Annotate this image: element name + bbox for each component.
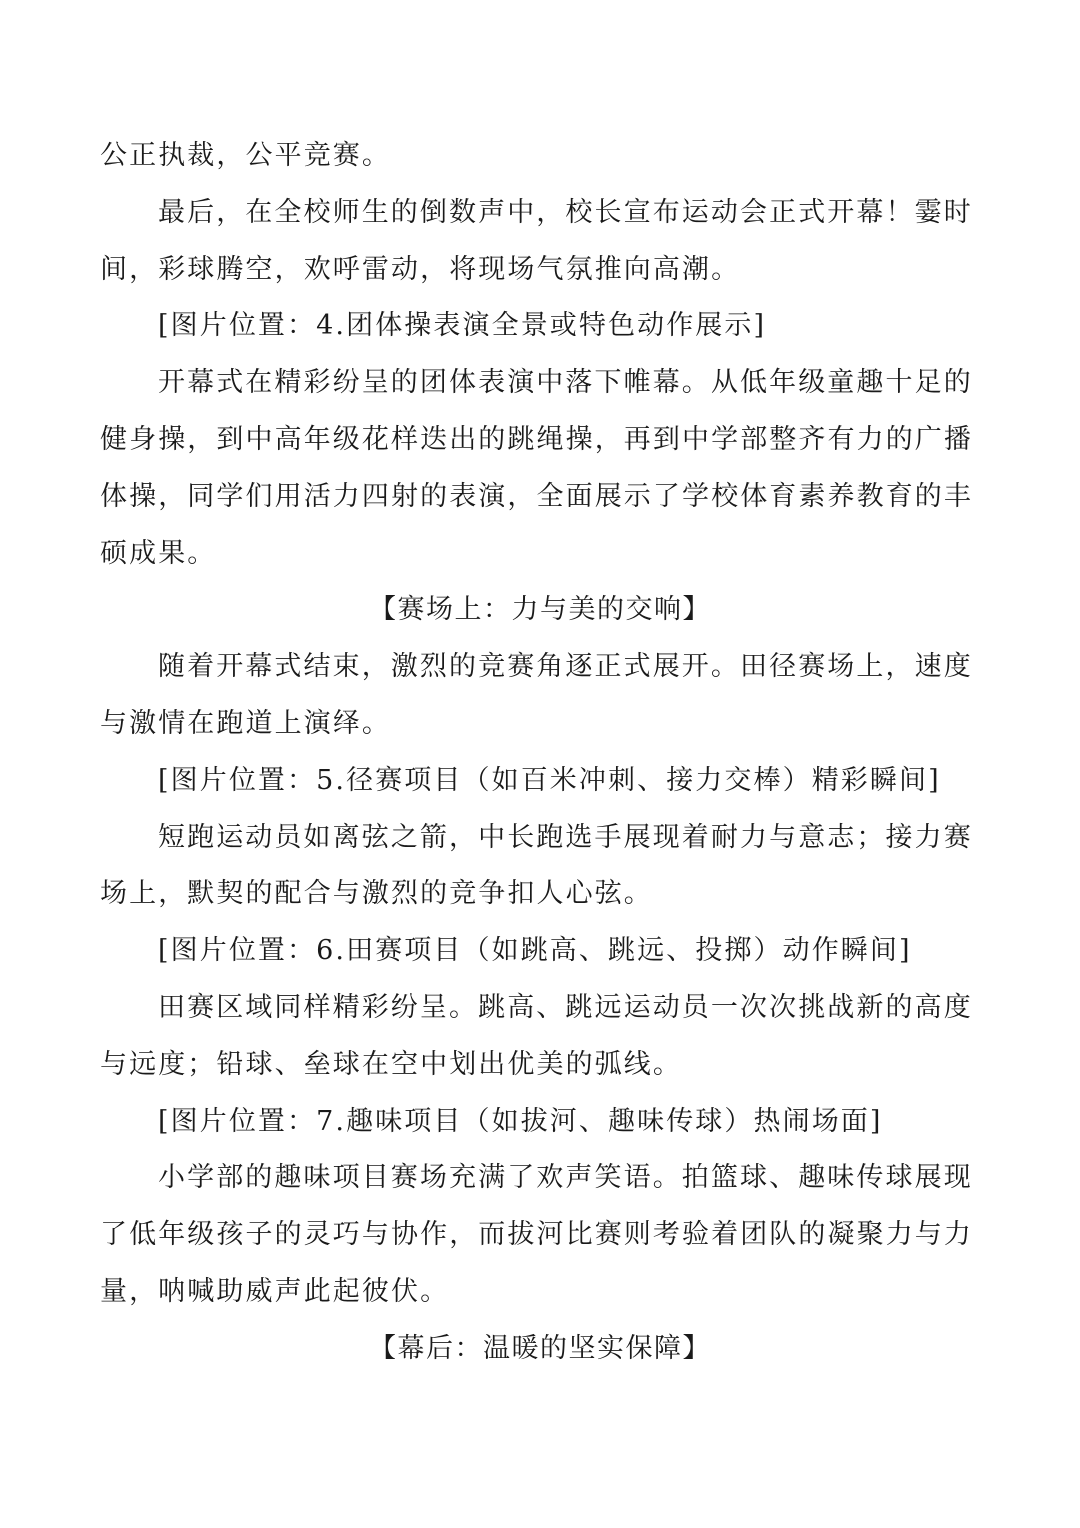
paragraph-start-line: 小学部的趣味项目赛场充满了欢声笑语。拍篮球、趣味传球展现 bbox=[158, 1162, 973, 1194]
text-line: 场上，默契的配合与激烈的竞争扣人心弦。 bbox=[100, 878, 653, 910]
image-placeholder-note: [图片位置：6.田赛项目（如跳高、跳远、投掷）动作瞬间] bbox=[158, 935, 912, 967]
text-line: 与激情在跑道上演绎。 bbox=[100, 707, 391, 739]
document-page bbox=[100, 128, 980, 1378]
paragraph-start-line: 随着开幕式结束，激烈的竞赛角逐正式展开。田径赛场上，速度 bbox=[158, 651, 973, 683]
paragraph-start-line: 田赛区域同样精彩纷呈。跳高、跳远运动员一次次挑战新的高度 bbox=[158, 991, 973, 1023]
text-line: 公正执裁，公平竞赛。 bbox=[100, 140, 391, 171]
text-line: 体操，同学们用活力四射的表演，全面展示了学校体育素养教育的丰 bbox=[100, 480, 973, 512]
text-line: 健身操，到中高年级花样迭出的跳绳操，再到中学部整齐有力的广播 bbox=[100, 423, 973, 455]
image-placeholder-note: [图片位置：4.团体操表演全景或特色动作展示] bbox=[158, 310, 767, 342]
paragraph-start-line: 短跑运动员如离弦之箭，中长跑选手展现着耐力与意志；接力赛 bbox=[158, 821, 973, 853]
text-line: 量，呐喊助威声此起彼伏。 bbox=[100, 1275, 450, 1307]
text-line: 硕成果。 bbox=[100, 537, 217, 569]
image-placeholder-note: [图片位置：5.径赛项目（如百米冲刺、接力交棒）精彩瞬间] bbox=[158, 764, 941, 796]
section-heading: 【幕后：温暖的坚实保障】 bbox=[369, 1332, 711, 1364]
text-line: 间，彩球腾空，欢呼雷动，将现场气氛推向高潮。 bbox=[100, 253, 741, 285]
image-placeholder-note: [图片位置：7.趣味项目（如拔河、趣味传球）热闹场面] bbox=[158, 1105, 883, 1137]
text-line: 了低年级孩子的灵巧与协作，而拔河比赛则考验着团队的凝聚力与力 bbox=[100, 1219, 973, 1251]
paragraph-start-line: 最后，在全校师生的倒数声中，校长宣布运动会正式开幕！霎时 bbox=[158, 196, 973, 228]
section-heading: 【赛场上：力与美的交响】 bbox=[369, 594, 711, 626]
text-line: 与远度；铅球、垒球在空中划出优美的弧线。 bbox=[100, 1048, 682, 1080]
paragraph-start-line: 开幕式在精彩纷呈的团体表演中落下帷幕。从低年级童趣十足的 bbox=[158, 367, 973, 399]
